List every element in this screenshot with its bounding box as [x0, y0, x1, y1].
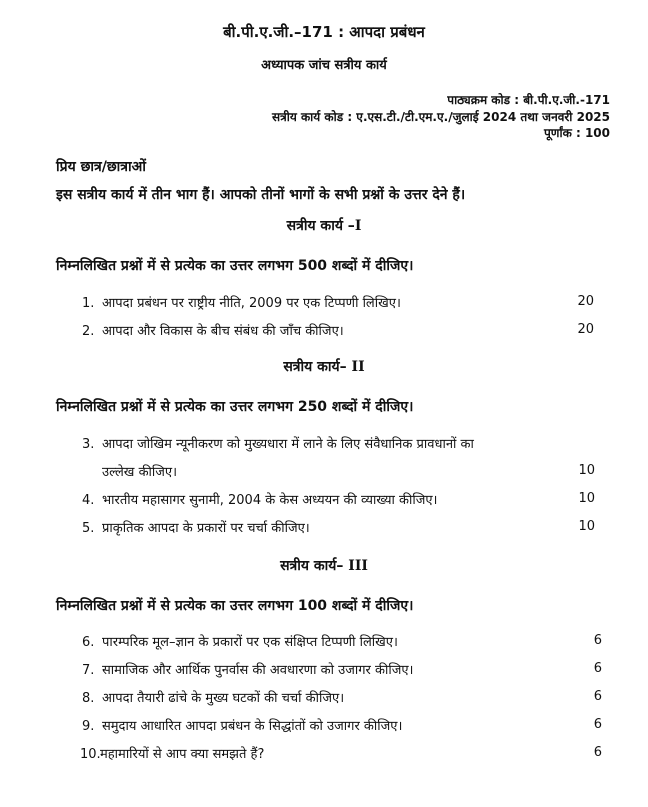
question-text: पारम्परिक मूल–ज्ञान के प्रकारों पर एक संक्षिप्त टिप्पणी लिखिए। [102, 635, 398, 650]
question-number: 9. [82, 719, 95, 734]
section-heading-label: सत्रीय कार्य– [283, 359, 352, 375]
question-number: 6. [82, 635, 95, 650]
assignment-code: सत्रीय कार्य कोड : ए.एस.टी./टी.एम.ए./जुलाई 2024 तथा जनवरी 2025 [271, 110, 610, 124]
question-number: 8. [82, 691, 95, 706]
section-heading-label: सत्रीय कार्य – [286, 218, 355, 234]
question-text: सामाजिक और आर्थिक पुनर्वास की अवधारणा को उजागर कीजिए। [102, 663, 414, 678]
question-4 [82, 490, 437, 508]
section-roman-numeral: II [351, 359, 365, 375]
question-number: 3. [82, 437, 95, 452]
question-9 [82, 716, 402, 734]
question-4-marks: 10 [578, 491, 595, 506]
question-10 [80, 744, 264, 762]
question-number: 4. [82, 493, 95, 508]
question-text: आपदा और विकास के बीच संबंध की जाँच कीजिए। [102, 324, 344, 339]
section-heading-1 [0, 216, 648, 235]
question-7-marks: 6 [593, 661, 602, 676]
question-7 [82, 660, 413, 678]
course-code: पाठ्यक्रम कोड : बी.पी.ए.जी.-171 [447, 93, 610, 107]
question-8-marks: 6 [593, 689, 602, 704]
question-number: 5. [82, 521, 95, 536]
question-5-marks: 10 [578, 519, 595, 534]
section-heading-2 [0, 357, 648, 376]
section-instruction-1: निम्नलिखित प्रश्नों में से प्रत्येक का उत्तर लगभग 500 शब्दों में दीजिए। [56, 258, 414, 274]
question-text: आपदा प्रबंधन पर राष्ट्रीय नीति, 2009 पर एक टिप्पणी लिखिए। [102, 296, 401, 311]
question-text: महामारियों से आप क्या समझते हैं? [100, 747, 265, 762]
question-number: 10. [80, 747, 101, 762]
question-text: प्राकृतिक आपदा के प्रकारों पर चर्चा कीजिए। [102, 521, 310, 536]
salutation: प्रिय छात्र/छात्राओं [56, 159, 146, 175]
question-9-marks: 6 [593, 717, 602, 732]
question-text: समुदाय आधारित आपदा प्रबंधन के सिद्धांतों को उजागर कीजिए। [102, 719, 403, 734]
question-3-continuation: उल्लेख कीजिए। [102, 465, 178, 480]
question-8 [82, 688, 344, 706]
question-text: आपदा जोखिम न्यूनीकरण को मुख्यधारा में लाने के लिए संवैधानिक प्रावधानों का [102, 437, 474, 452]
intro-text: इस सत्रीय कार्य में तीन भाग हैं। आपको तीनों भागों के सभी प्रश्नों के उत्तर देने हैं। [56, 187, 466, 203]
question-number: 7. [82, 663, 95, 678]
question-6-marks: 6 [593, 633, 602, 648]
section-instruction-3: निम्नलिखित प्रश्नों में से प्रत्येक का उत्तर लगभग 100 शब्दों में दीजिए। [56, 598, 414, 614]
question-number: 2. [82, 324, 95, 339]
question-5 [82, 518, 310, 536]
question-2-marks: 20 [577, 322, 594, 337]
question-3 [82, 434, 474, 452]
section-heading-label: सत्रीय कार्य– [280, 558, 349, 574]
section-roman-numeral: I [354, 218, 362, 234]
section-instruction-2: निम्नलिखित प्रश्नों में से प्रत्येक का उत्तर लगभग 250 शब्दों में दीजिए। [56, 399, 414, 415]
section-roman-numeral: III [348, 558, 368, 574]
question-3-marks: 10 [578, 463, 595, 478]
document-title: बी.पी.ए.जी.–171 : आपदा प्रबंधन [223, 23, 425, 41]
question-6 [82, 632, 398, 650]
section-heading-3 [0, 556, 648, 575]
question-1-marks: 20 [577, 294, 594, 309]
max-marks: पूर्णांक : 100 [543, 126, 610, 140]
question-number: 1. [82, 296, 95, 311]
question-1 [82, 293, 401, 311]
question-text: आपदा तैयारी ढांचे के मुख्य घटकों की चर्चा कीजिए। [102, 691, 345, 706]
question-10-marks: 6 [593, 745, 602, 760]
question-2 [82, 321, 344, 339]
question-text: भारतीय महासागर सुनामी, 2004 के केस अध्ययन की व्याख्या कीजिए। [102, 493, 438, 508]
document-subtitle: अध्यापक जांच सत्रीय कार्य [261, 58, 387, 73]
